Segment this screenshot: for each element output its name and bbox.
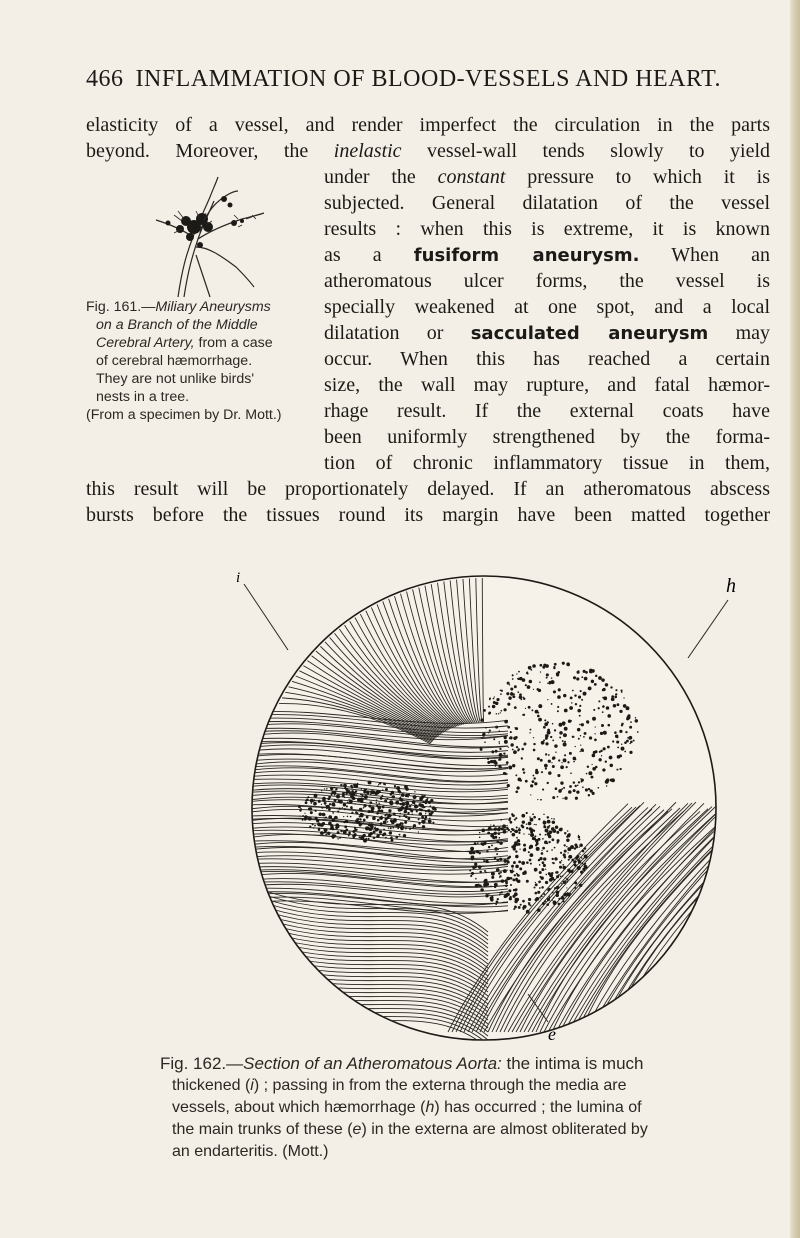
text-run: as a	[324, 244, 414, 266]
text-line: been uniformly strengthened by the forma-	[324, 426, 770, 448]
text-line	[324, 242, 770, 268]
caption-italic: i	[250, 1077, 254, 1094]
text-line: subjected. General dilatation of the vessel	[324, 192, 770, 214]
text-line: size, the wall may rupture, and fatal hæmor-	[324, 374, 770, 396]
text-line: results : when this is extreme, it is known	[324, 218, 770, 240]
caption-text: ) has occurred ; the lumina of	[434, 1099, 642, 1116]
term-fusiform-aneurysm: fusiform aneurysm.	[413, 245, 640, 266]
caption-text: thickened (	[172, 1077, 251, 1094]
text-line: rhage result. If the external coats have	[324, 400, 770, 422]
text-line: this result will be proportionately delayed. If an atheromatous abscess	[86, 478, 770, 500]
figure-title: Miliary Aneurysms	[155, 299, 271, 315]
caption-line: They are not unlike birds'	[96, 371, 255, 387]
caption-line: nests in a tree.	[96, 389, 190, 405]
figure-title: Section of an Atheromatous Aorta:	[243, 1054, 502, 1073]
term-sacculated-aneurysm: sacculated aneurysm	[470, 323, 709, 344]
caption-text: ) ; passing in from the externa through the media are	[253, 1077, 627, 1094]
text-line: tion of chronic inflammatory tissue in them,	[324, 452, 770, 474]
label-e: e	[548, 1024, 556, 1044]
chapter-title: INFLAMMATION OF BLOOD-VESSELS AND HEART.	[135, 66, 721, 92]
caption-line	[160, 1075, 760, 1097]
aorta-section-illustration	[188, 562, 776, 1046]
caption-line	[160, 1119, 760, 1141]
text-line: occur. When this has reached a certain	[324, 348, 770, 370]
figure-label: Fig. 162.	[160, 1054, 227, 1073]
figure-162-caption	[160, 1053, 760, 1163]
text-run: When an	[639, 244, 770, 266]
label-i: i	[236, 570, 241, 586]
running-head	[86, 66, 766, 93]
figure-title: on a Branch of the Middle	[96, 317, 258, 333]
text-line: bursts before the tissues round its margin have been matted together	[86, 504, 770, 526]
text-run: beyond. Moreover, the	[86, 140, 334, 162]
text-run: vessel-wall tends slowly to yield	[401, 140, 770, 162]
text-line	[324, 320, 770, 346]
text-run: under the	[324, 166, 438, 188]
text-run: may	[708, 322, 770, 344]
caption-text: the main trunks of these (	[172, 1121, 353, 1138]
text-line: specially weakened at one spot, and a local	[324, 296, 770, 318]
caption-line	[160, 1097, 760, 1119]
figure-title: Cerebral Artery,	[96, 335, 195, 351]
caption-line: Fig. 161.—Miliary Aneurysms	[86, 299, 271, 315]
caption-line: (From a specimen by Dr. Mott.)	[86, 407, 282, 423]
caption-line: Fig. 162.—Section of an Atheromatous Aorta: the intima is much	[160, 1054, 644, 1073]
caption-text: the intima is much	[501, 1054, 644, 1073]
caption-line: an endarteritis. (Mott.)	[172, 1143, 329, 1160]
caption-line: of cerebral hæmorrhage.	[96, 353, 253, 369]
emphasis-constant: constant	[437, 166, 506, 188]
caption-line	[86, 316, 326, 334]
caption-text: from a case	[194, 335, 273, 351]
miliary-aneurysms-illustration	[138, 175, 268, 300]
caption-italic: h	[425, 1099, 435, 1116]
text-line: atheromatous ulcer forms, the vessel is	[324, 270, 770, 292]
label-h: h	[726, 575, 736, 597]
page-edge	[790, 0, 800, 1238]
figure-label: Fig. 161.	[86, 299, 142, 315]
caption-italic: e	[352, 1121, 362, 1138]
emphasis-inelastic: inelastic	[333, 140, 402, 162]
caption-text: vessels, about which hæmorrhage (	[172, 1099, 426, 1116]
caption-line	[86, 334, 326, 352]
caption-text: ) in the externa are almost obliterated by	[361, 1121, 648, 1138]
text-run: pressure to which it is	[505, 166, 770, 188]
text-run: dilatation or	[324, 322, 471, 344]
figure-161-caption	[86, 298, 326, 424]
text-line: elasticity of a vessel, and render imperfect the circulation in the parts	[86, 114, 770, 136]
page-number: 466	[86, 66, 124, 92]
text-line	[86, 138, 770, 164]
text-line	[324, 164, 770, 190]
